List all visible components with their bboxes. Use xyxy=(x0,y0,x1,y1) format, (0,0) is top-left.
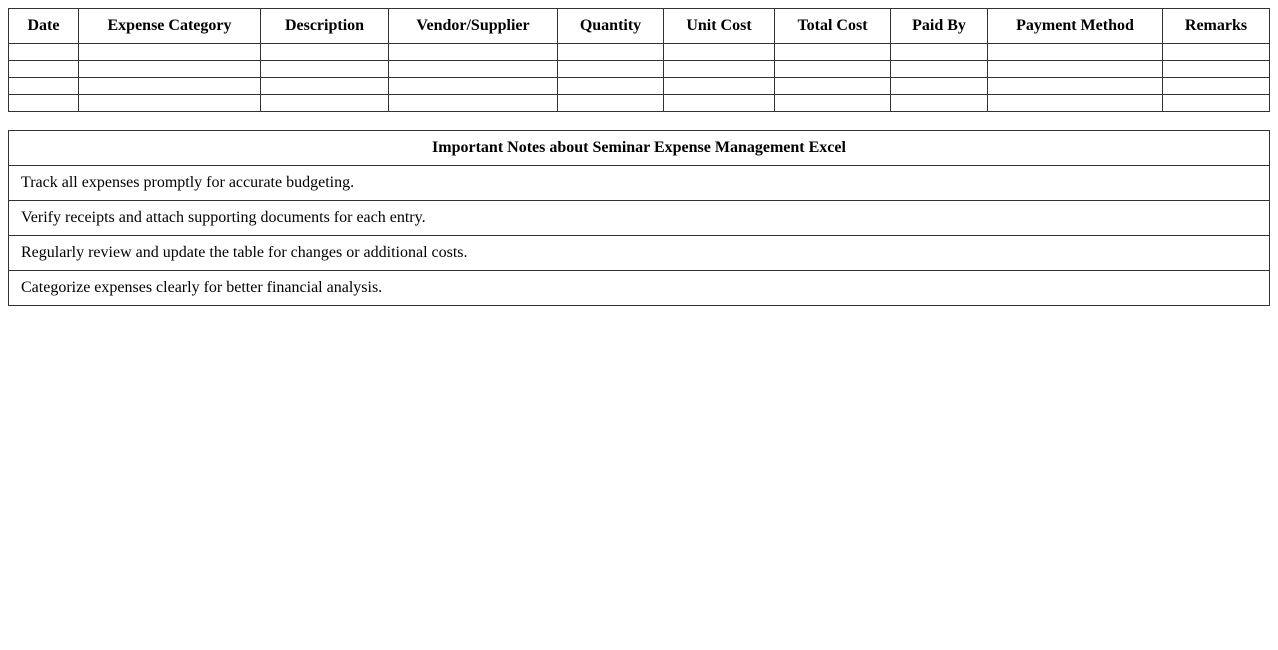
col-description: Description xyxy=(261,9,389,44)
table-cell[interactable] xyxy=(1163,95,1270,112)
table-cell[interactable] xyxy=(79,44,261,61)
table-cell[interactable] xyxy=(9,61,79,78)
table-cell[interactable] xyxy=(558,61,664,78)
table-cell[interactable] xyxy=(558,78,664,95)
table-cell[interactable] xyxy=(891,78,988,95)
col-paid-by: Paid By xyxy=(891,9,988,44)
notes-title: Important Notes about Seminar Expense Management Excel xyxy=(9,131,1270,166)
table-cell[interactable] xyxy=(1163,44,1270,61)
table-cell[interactable] xyxy=(988,61,1163,78)
table-cell[interactable] xyxy=(988,78,1163,95)
notes-table xyxy=(8,130,1270,306)
note-item: Verify receipts and attach supporting documents for each entry. xyxy=(9,201,1270,236)
note-item: Track all expenses promptly for accurate budgeting. xyxy=(9,166,1270,201)
col-payment-method: Payment Method xyxy=(988,9,1163,44)
table-cell[interactable] xyxy=(79,95,261,112)
table-cell[interactable] xyxy=(664,61,775,78)
table-cell[interactable] xyxy=(261,44,389,61)
table-cell[interactable] xyxy=(9,78,79,95)
table-cell[interactable] xyxy=(891,44,988,61)
col-expense-category: Expense Category xyxy=(79,9,261,44)
note-row xyxy=(9,201,1270,236)
note-item: Categorize expenses clearly for better financial analysis. xyxy=(9,271,1270,306)
table-cell[interactable] xyxy=(9,44,79,61)
table-cell[interactable] xyxy=(775,44,891,61)
table-cell[interactable] xyxy=(988,95,1163,112)
table-row xyxy=(9,61,1270,78)
table-cell[interactable] xyxy=(775,61,891,78)
note-row xyxy=(9,166,1270,201)
table-row xyxy=(9,78,1270,95)
table-cell[interactable] xyxy=(775,78,891,95)
table-cell[interactable] xyxy=(79,61,261,78)
expense-table xyxy=(8,8,1270,112)
col-date: Date xyxy=(9,9,79,44)
col-total-cost: Total Cost xyxy=(775,9,891,44)
table-cell[interactable] xyxy=(775,95,891,112)
table-cell[interactable] xyxy=(664,95,775,112)
note-row xyxy=(9,236,1270,271)
table-cell[interactable] xyxy=(389,78,558,95)
table-cell[interactable] xyxy=(79,78,261,95)
table-row xyxy=(9,44,1270,61)
table-cell[interactable] xyxy=(1163,61,1270,78)
table-cell[interactable] xyxy=(389,61,558,78)
col-remarks: Remarks xyxy=(1163,9,1270,44)
note-item: Regularly review and update the table for changes or additional costs. xyxy=(9,236,1270,271)
table-cell[interactable] xyxy=(9,95,79,112)
table-cell[interactable] xyxy=(664,78,775,95)
table-cell[interactable] xyxy=(558,44,664,61)
table-cell[interactable] xyxy=(261,78,389,95)
table-cell[interactable] xyxy=(389,44,558,61)
col-quantity: Quantity xyxy=(558,9,664,44)
table-cell[interactable] xyxy=(261,95,389,112)
table-cell[interactable] xyxy=(664,44,775,61)
col-unit-cost: Unit Cost xyxy=(664,9,775,44)
header-row xyxy=(9,9,1270,44)
note-row xyxy=(9,271,1270,306)
table-cell[interactable] xyxy=(389,95,558,112)
table-cell[interactable] xyxy=(1163,78,1270,95)
table-cell[interactable] xyxy=(891,61,988,78)
table-cell[interactable] xyxy=(558,95,664,112)
notes-header-row xyxy=(9,131,1270,166)
table-cell[interactable] xyxy=(261,61,389,78)
table-cell[interactable] xyxy=(988,44,1163,61)
table-row xyxy=(9,95,1270,112)
table-cell[interactable] xyxy=(891,95,988,112)
col-vendor-supplier: Vendor/Supplier xyxy=(389,9,558,44)
